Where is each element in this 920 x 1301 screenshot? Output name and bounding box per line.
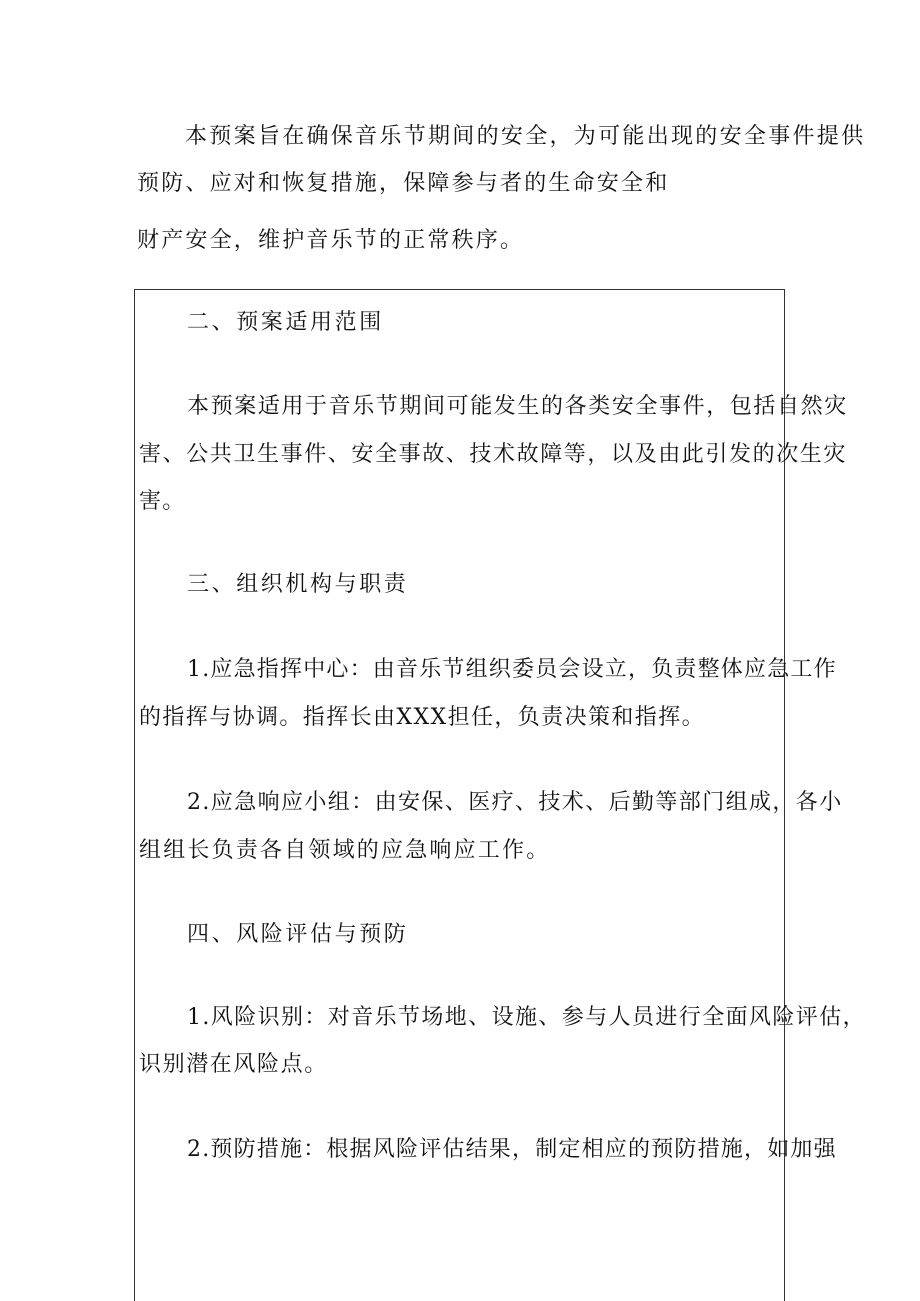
- risk-identification-line-1: 1.风险识别：对音乐节场地、设施、参与人员进行全面风险评估，: [187, 1005, 866, 1030]
- command-center-line-1: 1.应急指挥中心：由音乐节组织委员会设立，负责整体应急工作: [187, 657, 837, 682]
- scope-paragraph-line-3: 害。: [139, 489, 186, 514]
- section-heading-risk: 四、风险评估与预防: [187, 922, 409, 947]
- risk-identification-line-2: 识别潜在风险点。: [139, 1052, 328, 1077]
- scope-paragraph-line-1: 本预案适用于音乐节期间可能发生的各类安全事件，包括自然灾: [187, 394, 848, 419]
- section-heading-organization: 三、组织机构与职责: [187, 572, 409, 597]
- response-team-line-2: 组组长负责各自领域的应急响应工作。: [139, 838, 551, 863]
- prevention-measures-line-1: 2.预防措施：根据风险评估结果，制定相应的预防措施，如加强: [187, 1137, 837, 1162]
- intro-paragraph-line-3: 财产安全，维护音乐节的正常秩序。: [137, 228, 525, 253]
- command-center-line-2: 的指挥与协调。指挥长由XXX担任，负责决策和指挥。: [139, 705, 705, 730]
- intro-paragraph-line-1: 本预案旨在确保音乐节期间的安全，为可能出现的安全事件提供: [185, 124, 866, 149]
- response-team-line-1: 2.应急响应小组：由安保、医疗、技术、后勤等部门组成，各小: [187, 790, 843, 815]
- scope-paragraph-line-2: 害、公共卫生事件、安全事故、技术故障等，以及由此引发的次生灾: [139, 442, 848, 467]
- section-heading-scope: 二、预案适用范围: [187, 310, 384, 335]
- intro-paragraph-line-2: 预防、应对和恢复措施，保障参与者的生命安全和: [137, 171, 670, 196]
